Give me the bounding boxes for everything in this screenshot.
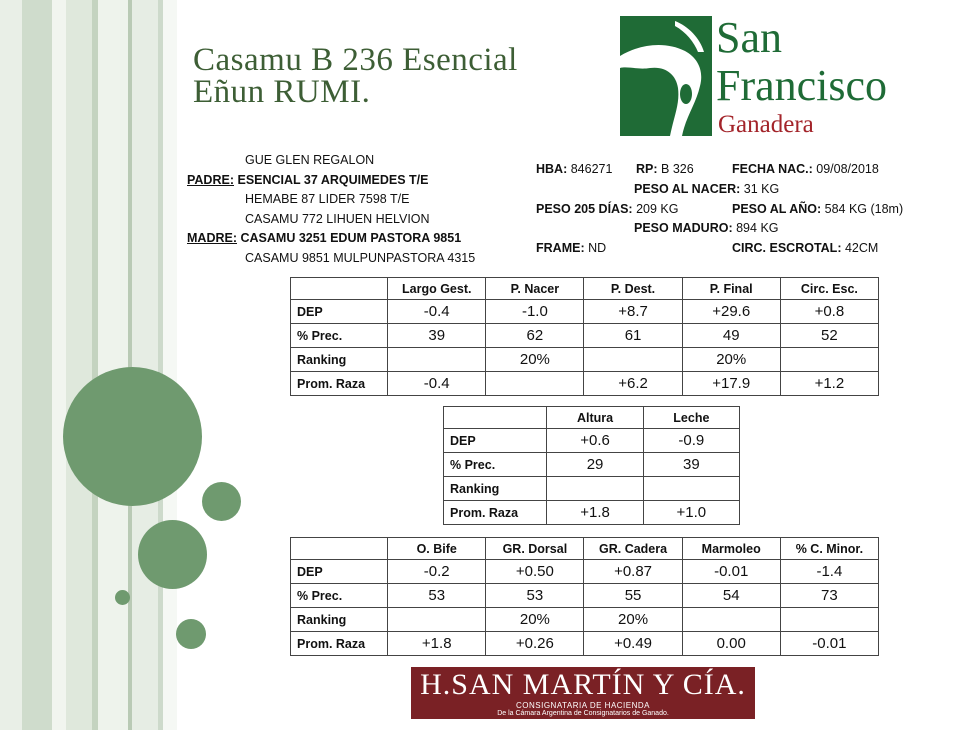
table-cell: -0.2 xyxy=(388,560,486,584)
table-cell: 0.00 xyxy=(682,632,780,656)
row-label: Ranking xyxy=(444,477,547,501)
decor-circle xyxy=(202,482,241,521)
decor-stripe xyxy=(0,0,22,730)
stat-peso-ano: PESO AL AÑO: 584 KG (18m) xyxy=(732,202,904,216)
pedigree-padre xyxy=(187,171,475,191)
row-label: DEP xyxy=(291,300,388,324)
table-cell xyxy=(547,477,643,501)
table-header: GR. Cadera xyxy=(584,538,682,560)
table-cell: -1.4 xyxy=(780,560,878,584)
row-label: Ranking xyxy=(291,348,388,372)
table-cell: 53 xyxy=(486,584,584,608)
pedigree-dam-dam: CASAMU 9851 MULPUNPASTORA 4315 xyxy=(245,250,476,265)
table-row xyxy=(291,348,879,372)
table-cell: +0.26 xyxy=(486,632,584,656)
decor-stripe xyxy=(132,0,158,730)
table-cell: -0.01 xyxy=(682,560,780,584)
decor-circle xyxy=(176,619,206,649)
table-cell: 54 xyxy=(682,584,780,608)
logo-word-ganadera: Ganadera xyxy=(718,111,814,138)
madre-name: CASAMU 3251 EDUM PASTORA 9851 xyxy=(240,231,462,245)
decor-stripe xyxy=(66,0,92,730)
hsm-logo-name: H.SAN MARTÍN Y CÍA. xyxy=(420,668,746,701)
table-header: P. Nacer xyxy=(486,278,584,300)
table-row xyxy=(291,632,879,656)
table-cell: 20% xyxy=(486,348,584,372)
table-cell: 20% xyxy=(486,608,584,632)
padre-name: ESENCIAL 37 ARQUIMEDES T/E xyxy=(237,172,429,187)
table-cell: 39 xyxy=(388,324,486,348)
table-cell xyxy=(388,348,486,372)
table-cell: -0.4 xyxy=(388,372,486,396)
table-cell: 73 xyxy=(780,584,878,608)
row-label: % Prec. xyxy=(444,453,547,477)
row-label: Prom. Raza xyxy=(291,632,388,656)
table-row xyxy=(291,372,879,396)
dep-table-height-milk xyxy=(443,406,740,525)
table-cell: -0.4 xyxy=(388,300,486,324)
table-row xyxy=(444,429,740,453)
decor-stripe xyxy=(163,0,177,730)
pedigree xyxy=(187,151,475,268)
table-cell: +0.50 xyxy=(486,560,584,584)
table-header: Marmoleo xyxy=(682,538,780,560)
stat-peso-nacer: PESO AL NACER: 31 KG xyxy=(634,182,780,196)
table-cell xyxy=(584,348,682,372)
table-cell xyxy=(780,608,878,632)
table-cell: +1.0 xyxy=(643,501,739,525)
table-cell: +29.6 xyxy=(682,300,780,324)
table-header: O. Bife xyxy=(388,538,486,560)
table-cell xyxy=(643,477,739,501)
table-cell: +0.6 xyxy=(547,429,643,453)
stat-hba: HBA: 846271 xyxy=(536,162,613,176)
row-label: % Prec. xyxy=(291,584,388,608)
decor-circle xyxy=(138,520,207,589)
row-label: DEP xyxy=(291,560,388,584)
row-label: Prom. Raza xyxy=(444,501,547,525)
table-row xyxy=(291,324,879,348)
table-header: P. Dest. xyxy=(584,278,682,300)
table-header: Leche xyxy=(643,407,739,429)
row-label: Ranking xyxy=(291,608,388,632)
table-header: % C. Minor. xyxy=(780,538,878,560)
stat-peso-205: PESO 205 DÍAS: 209 KG xyxy=(536,202,679,216)
table-cell: +1.8 xyxy=(547,501,643,525)
table-header: Largo Gest. xyxy=(388,278,486,300)
table-cell: +0.87 xyxy=(584,560,682,584)
table-row xyxy=(444,501,740,525)
decor-stripe xyxy=(98,0,128,730)
table-cell: +1.8 xyxy=(388,632,486,656)
table-header: GR. Dorsal xyxy=(486,538,584,560)
hsm-logo-sub1: CONSIGNATARIA DE HACIENDA xyxy=(516,701,650,710)
table-header: Altura xyxy=(547,407,643,429)
pedigree-sire-sire: GUE GLEN REGALON xyxy=(245,153,375,167)
logo-word-francisco: Francisco xyxy=(716,61,888,110)
table-cell xyxy=(388,608,486,632)
stat-fecha-nac: FECHA NAC.: 09/08/2018 xyxy=(732,162,879,176)
row-label: Prom. Raza xyxy=(291,372,388,396)
table-header: P. Final xyxy=(682,278,780,300)
decor-stripe xyxy=(52,0,66,730)
san-francisco-logo xyxy=(620,13,940,138)
table-cell: -1.0 xyxy=(486,300,584,324)
pedigree-dam-sire: CASAMU 772 LIHUEN HELVION xyxy=(245,211,430,226)
table-cell: +0.49 xyxy=(584,632,682,656)
table-cell: 49 xyxy=(682,324,780,348)
page-title xyxy=(193,44,518,108)
row-label: DEP xyxy=(444,429,547,453)
hsm-logo xyxy=(411,667,755,719)
table-row xyxy=(444,453,740,477)
table-cell: 20% xyxy=(682,348,780,372)
table-cell: 53 xyxy=(388,584,486,608)
table-cell: 55 xyxy=(584,584,682,608)
stat-frame: FRAME: ND xyxy=(536,241,607,255)
hsm-logo-sub2: De la Cámara Argentina de Consignatarios de Ganado. xyxy=(497,710,669,717)
title-line2: Eñun RUMI. xyxy=(193,74,371,110)
pedigree-sire-dam: HEMABE 87 LIDER 7598 T/E xyxy=(245,192,410,206)
table-cell: 61 xyxy=(584,324,682,348)
table-cell: 20% xyxy=(584,608,682,632)
table-row xyxy=(291,300,879,324)
table-cell: 29 xyxy=(547,453,643,477)
stat-circ-escrotal: CIRC. ESCROTAL: 42CM xyxy=(732,241,879,255)
row-label: % Prec. xyxy=(291,324,388,348)
table-header: Circ. Esc. xyxy=(780,278,878,300)
dep-table-carcass xyxy=(290,537,879,656)
table-cell: 62 xyxy=(486,324,584,348)
decor-circle xyxy=(115,590,130,605)
padre-label: PADRE: xyxy=(187,172,234,187)
table-cell: +0.8 xyxy=(780,300,878,324)
table-cell: 52 xyxy=(780,324,878,348)
table-cell: +6.2 xyxy=(584,372,682,396)
table-row xyxy=(291,584,879,608)
title-line1: Casamu B 236 Esencial xyxy=(193,42,518,78)
logo-word-san: San xyxy=(716,13,782,62)
stat-peso-maduro: PESO MADURO: 894 KG xyxy=(634,221,779,235)
table-cell: +1.2 xyxy=(780,372,878,396)
table-row xyxy=(291,608,879,632)
stat-rp: RP: B 326 xyxy=(636,162,694,176)
table-cell xyxy=(486,372,584,396)
table-cell: +17.9 xyxy=(682,372,780,396)
dep-table-growth xyxy=(290,277,879,396)
pedigree-madre xyxy=(187,229,475,249)
table-cell xyxy=(682,608,780,632)
decor-circle xyxy=(63,367,202,506)
table-row xyxy=(291,560,879,584)
table-cell: +8.7 xyxy=(584,300,682,324)
cow-logo-icon xyxy=(620,16,712,136)
table-cell xyxy=(780,348,878,372)
table-cell: -0.9 xyxy=(643,429,739,453)
table-cell: 39 xyxy=(643,453,739,477)
madre-label: MADRE: xyxy=(187,231,237,245)
decor-stripe xyxy=(22,0,52,730)
table-row xyxy=(444,477,740,501)
table-cell: -0.01 xyxy=(780,632,878,656)
